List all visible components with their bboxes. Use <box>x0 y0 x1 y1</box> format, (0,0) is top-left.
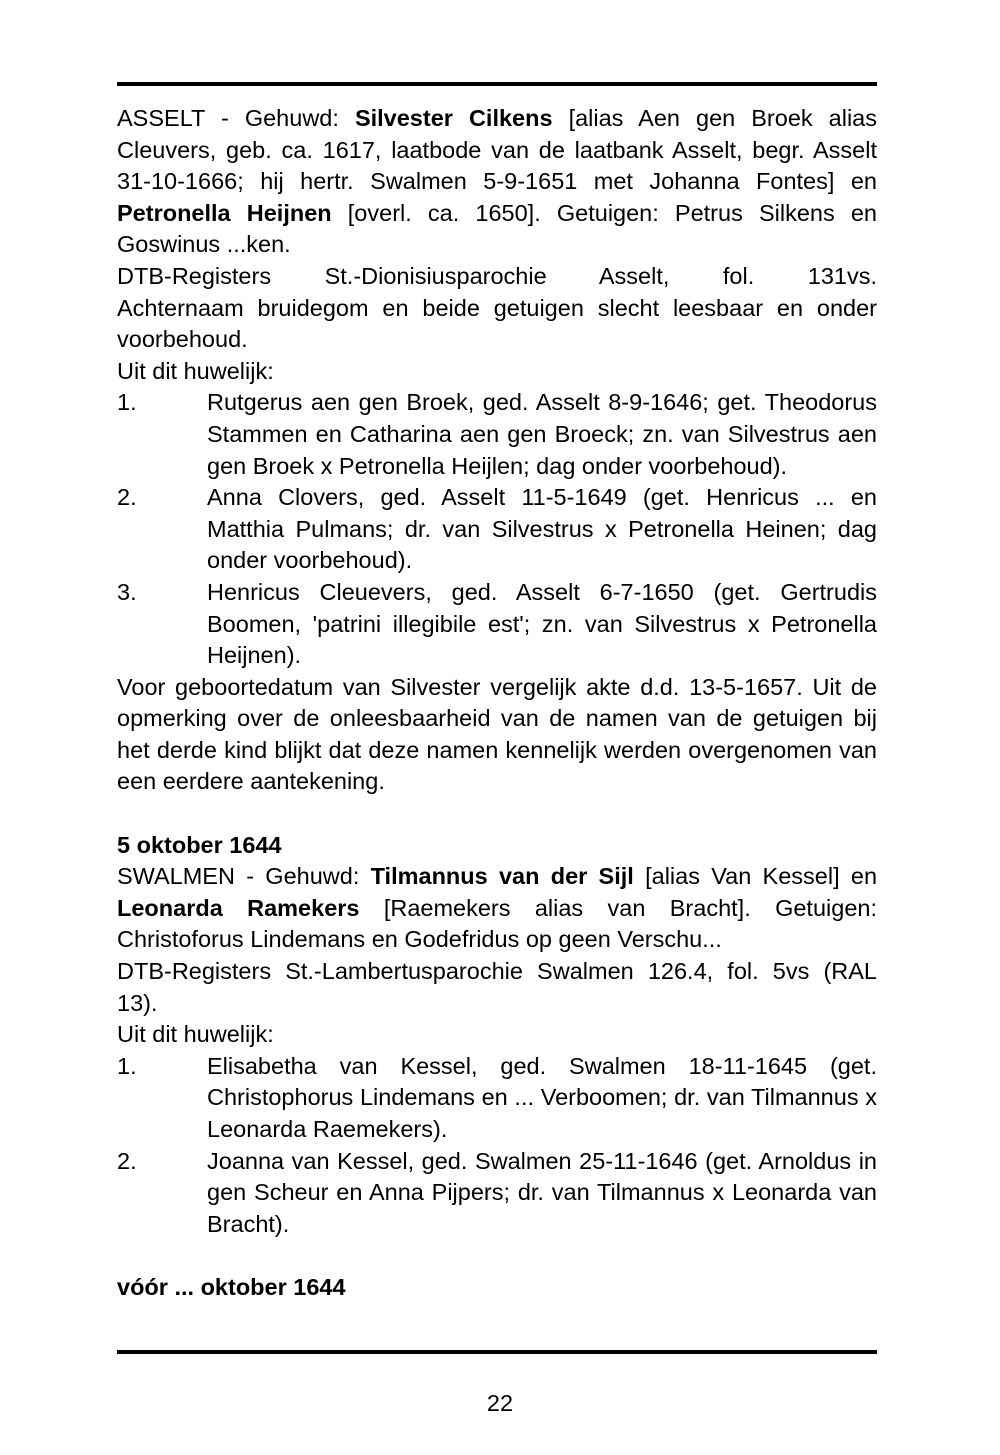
entry-note: Achternaam bruidegom en beide getuigen slecht leesbaar en onder voorbehoud. <box>117 294 877 353</box>
child-number: 3. <box>117 578 137 605</box>
page-number: 22 <box>486 1390 514 1416</box>
child-item <box>117 482 877 577</box>
children-intro: Uit dit huwelijk: <box>117 1021 274 1048</box>
source-reference: DTB-Registers St.-Lambertusparochie Swalmen 126.4, fol. 5vs (RAL 13). <box>117 958 877 1016</box>
top-rule <box>117 82 877 86</box>
child-item <box>117 1146 877 1241</box>
bride-name: Petronella Heijnen <box>117 199 332 226</box>
child-item <box>117 387 877 482</box>
entry-asselt-record <box>117 103 877 261</box>
child-number: 1. <box>117 1052 137 1079</box>
child-item <box>117 1051 877 1146</box>
child-text: Joanna van Kessel, ged. Swalmen 25-11-1646 (get. Arnoldus in gen Scheur en Anna Pijpers; dr. van Tilmannus x Leonarda van Bracht). <box>207 1147 877 1237</box>
entry-place-lead: ASSELT - Gehuwd: <box>117 105 355 131</box>
child-text: Anna Clovers, ged. Asselt 11-5-1649 (get. Henricus ... en Matthia Pulmans; dr. van Silvestrus x Petronella Heinen; dag onder voorbehoud). <box>207 484 877 574</box>
child-text: Henricus Cleuevers, ged. Asselt 6-7-1650 (get. Gertrudis Boomen, 'patrini illegibile est'; zn. van Silvestrus x Petronella Heijnen). <box>207 578 877 669</box>
child-number: 2. <box>117 1147 137 1174</box>
children-intro: Uit dit huwelijk: <box>117 357 274 384</box>
entry-text: [alias Van Kessel] en <box>633 863 878 890</box>
source-reference: DTB-Registers St.-Dionisiusparochie Asselt, fol. 131vs. <box>117 262 877 289</box>
entry-date: vóór ... oktober 1644 <box>117 1273 346 1300</box>
entry-date: 5 oktober 1644 <box>117 831 282 858</box>
child-item <box>117 577 877 672</box>
entry-place-lead: SWALMEN - Gehuwd: <box>117 863 371 890</box>
entry-text: [alias Aen gen Broek alias Cleuvers, geb. ca. 1617, laatbode van de laatbank Asselt, begr. Asselt 31-10-1666; hij hertr. Swalmen 5-9-1651 met Johanna Fontes] en <box>117 105 877 195</box>
entry-swalmen-record <box>117 861 877 956</box>
entry-remark: Voor geboortedatum van Silvester vergelijk akte d.d. 13-5-1657. Uit de opmerking over de onleesbaarheid van de namen van de getuigen bij het derde kind blijkt dat deze namen kennelijk werden overgenomen van een eerdere aantekening. <box>117 673 877 795</box>
child-number: 2. <box>117 484 137 511</box>
spacer <box>117 1240 877 1272</box>
child-text: Rutgerus aen gen Broek, ged. Asselt 8-9-1646; get. Theodorus Stammen en Catharina aen gen Broeck; zn. van Silvestrus aen gen Broek x Petronella Heijlen; dag onder voorbehoud). <box>207 389 877 479</box>
child-number: 1. <box>117 389 137 416</box>
groom-name: Tilmannus van der Sijl <box>370 863 634 890</box>
bride-name: Leonarda Ramekers <box>117 894 360 921</box>
spacer <box>117 798 877 830</box>
entry-text: [Raemekers alias van Bracht]. Getuigen: Christoforus Lindemans en Godefridus op geen Verschu... <box>117 894 877 953</box>
child-text: Elisabetha van Kessel, ged. Swalmen 18-11-1645 (get. Christophorus Lindemans en ... Verboomen; dr. van Tilmannus x Leonarda Raemekers). <box>207 1052 877 1142</box>
entry-text: [overl. ca. 1650]. Getuigen: Petrus Silkens en Goswinus ...ken. <box>117 199 877 258</box>
page-content <box>117 103 877 1304</box>
groom-name: Silvester Cilkens <box>354 105 553 131</box>
bottom-rule <box>117 1350 877 1354</box>
